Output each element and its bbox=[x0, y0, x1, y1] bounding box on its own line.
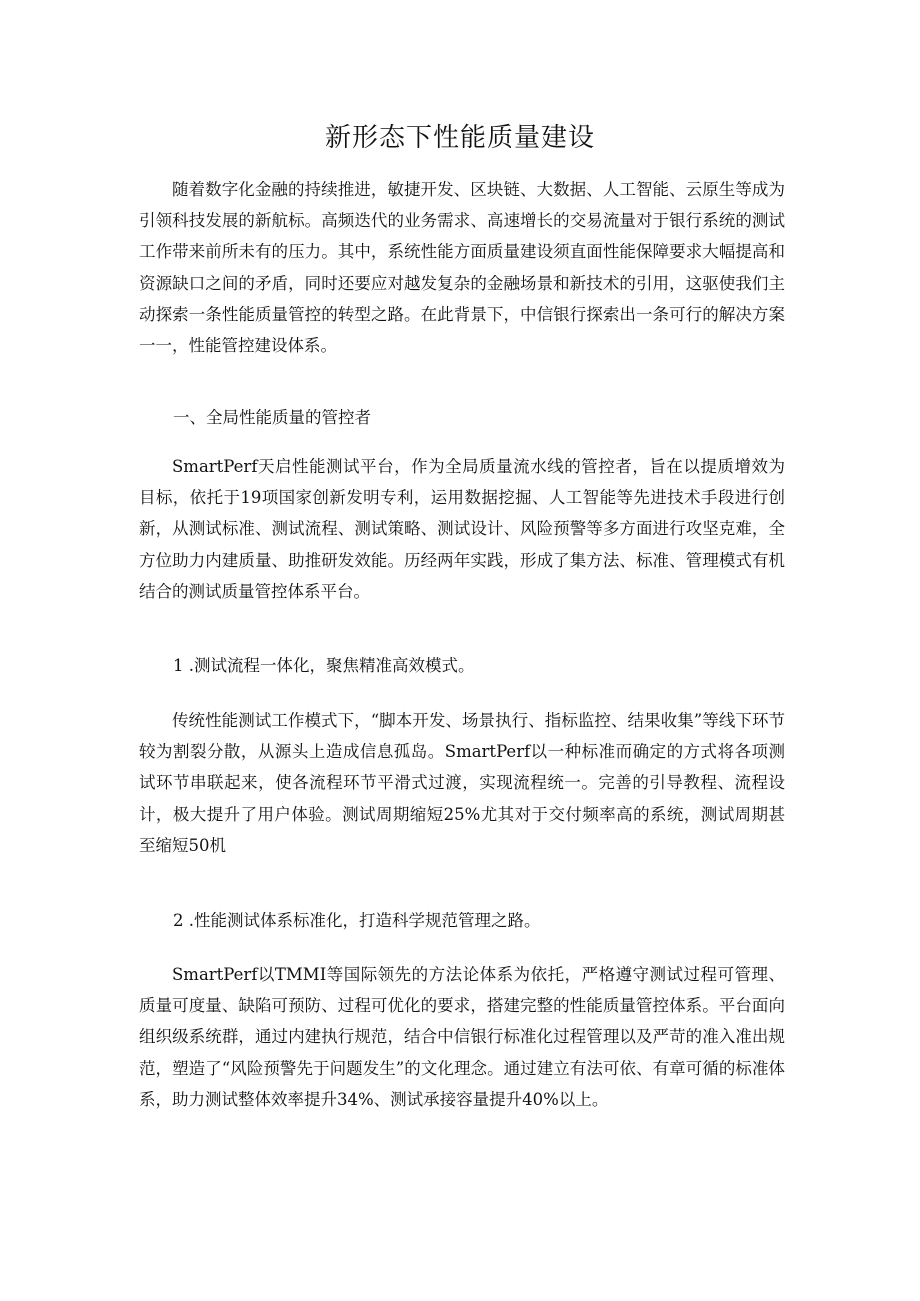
section-1-paragraph: SmartPerf天启性能测试平台，作为全局质量流水线的管控者，旨在以提质增效为目标，依托于19项国家创新发明专利，运用数据挖掘、人工智能等先进技术手段进行创新，从测试标准、测试流程、测试策略、测试设计、风险预警等多方面进行攻坚克难，全方位助力内建质量、助推研发效能。历经两年实践，形成了集方法、标准、管理模式有机结合的测试质量管控体系平台。 bbox=[139, 457, 785, 601]
subsection-1-paragraph: 传统性能测试工作模式下，“脚本开发、场景执行、指标监控、结果收集”等线下环节较为割裂分散，从源头上造成信息孤岛。SmartPerf以一种标准而确定的方式将各项测试环节串联起来，使各流程环节平滑式过渡，实现流程统一。完善的引导教程、流程设计，极大提升了用户体验。测试周期缩短25%尤其对于交付频率高的系统，测试周期甚至缩短50机 bbox=[139, 711, 785, 855]
document-title: 新形态下性能质量建设 bbox=[324, 123, 595, 153]
subsection-heading-2: 2 .性能测试体系标准化，打造科学规范管理之路。 bbox=[173, 911, 541, 930]
section-heading-1: 一、全局性能质量的管控者 bbox=[173, 408, 371, 427]
subsection-2-paragraph: SmartPerf以TMMI等国际领先的方法论体系为依托，严格遵守测试过程可管理、质量可度量、缺陷可预防、过程可优化的要求，搭建完整的性能质量管控体系。平台面向组织级系统群，通过内建执行规范，结合中信银行标准化过程管理以及严苛的准入准出规范，塑造了“风险预警先于问题发生”的文化理念。通过建立有法可依、有章可循的标准体系，助力测试整体效率提升34%、测试承接容量提升40%以上。 bbox=[139, 965, 785, 1109]
subsection-heading-1: 1 .测试流程一体化，聚焦精准高效模式。 bbox=[173, 656, 475, 675]
intro-paragraph: 随着数字化金融的持续推进，敏捷开发、区块链、大数据、人工智能、云原生等成为引领科技发展的新航标。高频迭代的业务需求、高速增长的交易流量对于银行系统的测试工作带来前所未有的压力。其中，系统性能方面质量建设须直面性能保障要求大幅提高和资源缺口之间的矛盾，同时还要应对越发复杂的金融场景和新技术的引用，这驱使我们主动探索一条性能质量管控的转型之路。在此背景下，中信银行探索出一条可行的解决方案一一，性能管控建设体系。 bbox=[139, 180, 785, 356]
